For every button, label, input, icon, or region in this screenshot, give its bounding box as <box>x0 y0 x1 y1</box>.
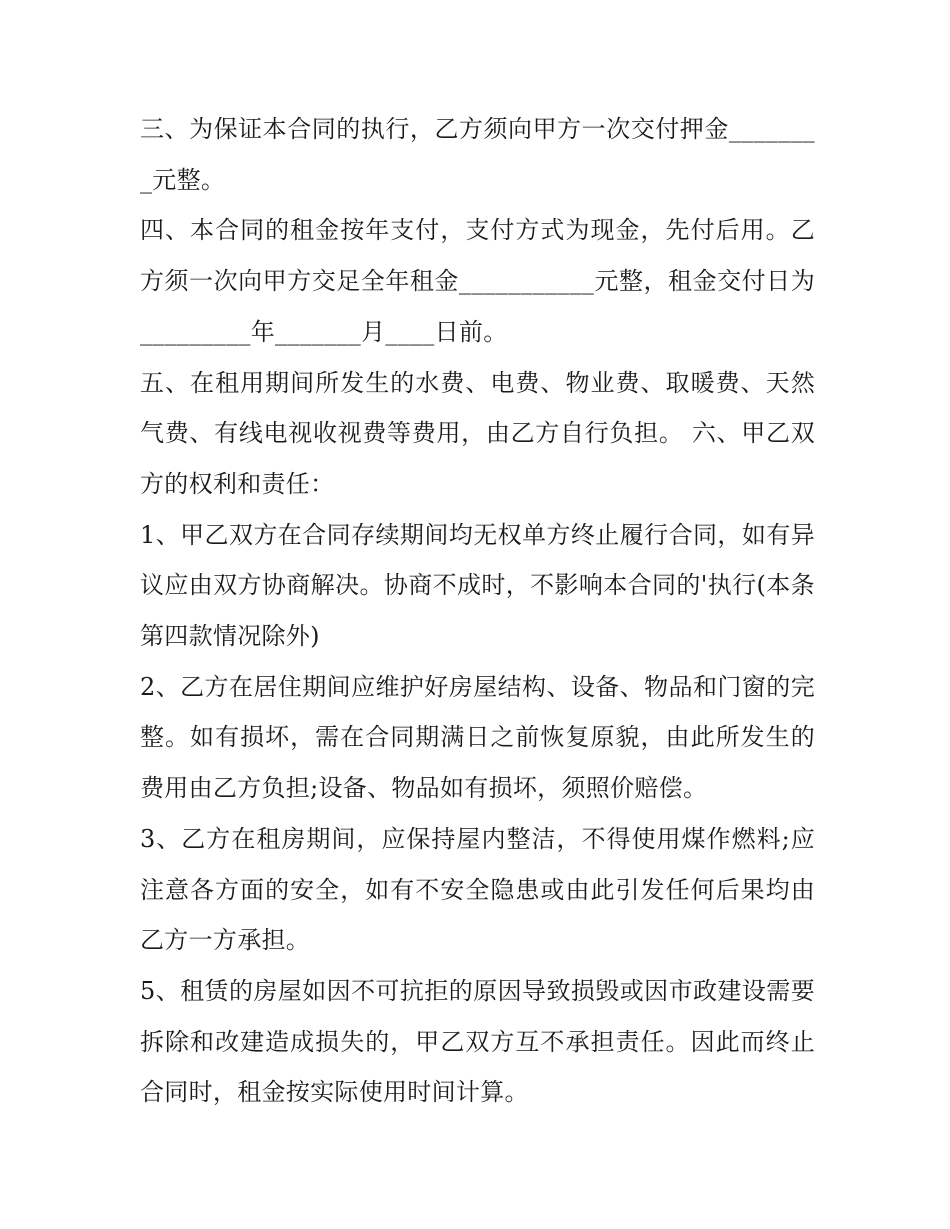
clause-3-deposit: 三、为保证本合同的执行，乙方须向甲方一次交付押金________元整。 <box>140 115 815 194</box>
clause-6-item-1-termination: 1、甲乙双方在合同存续期间均无权单方终止履行合同，如有异议应由双方协商解决。协商不成时，不影响本合同的'执行(本条第四款情况除外) <box>140 520 815 651</box>
clause-4-rent-payment: 四、本合同的租金按年支付，支付方式为现金，先付后用。乙方须一次向甲方交足全年租金___________元整，租金交付日为_________年_______月____日前。 <box>140 216 815 346</box>
clause-6-item-3-safety: 3、乙方在租房期间，应保持屋内整洁，不得使用煤作燃料;应注意各方面的安全，如有不安全隐患或由此引发任何后果均由乙方一方承担。 <box>140 824 815 955</box>
clause-5-utility-fees: 五、在租用期间所发生的水费、电费、物业费、取暖费、天然气费、有线电视收视费等费用，由乙方自行负担。 六、甲乙双方的权利和责任： <box>140 368 815 498</box>
clause-6-item-2-maintenance: 2、乙方在居住期间应维护好房屋结构、设备、物品和门窗的完整。如有损坏，需在合同期满日之前恢复原貌，由此所发生的费用由乙方负担;设备、物品如有损坏，须照价赔偿。 <box>140 672 815 803</box>
clause-6-item-5-force-majeure: 5、租赁的房屋如因不可抗拒的原因导致损毁或因市政建设需要拆除和改建造成损失的，甲乙双方互不承担责任。因此而终止合同时，租金按实际使用时间计算。 <box>140 976 815 1107</box>
contract-body <box>140 104 815 1118</box>
